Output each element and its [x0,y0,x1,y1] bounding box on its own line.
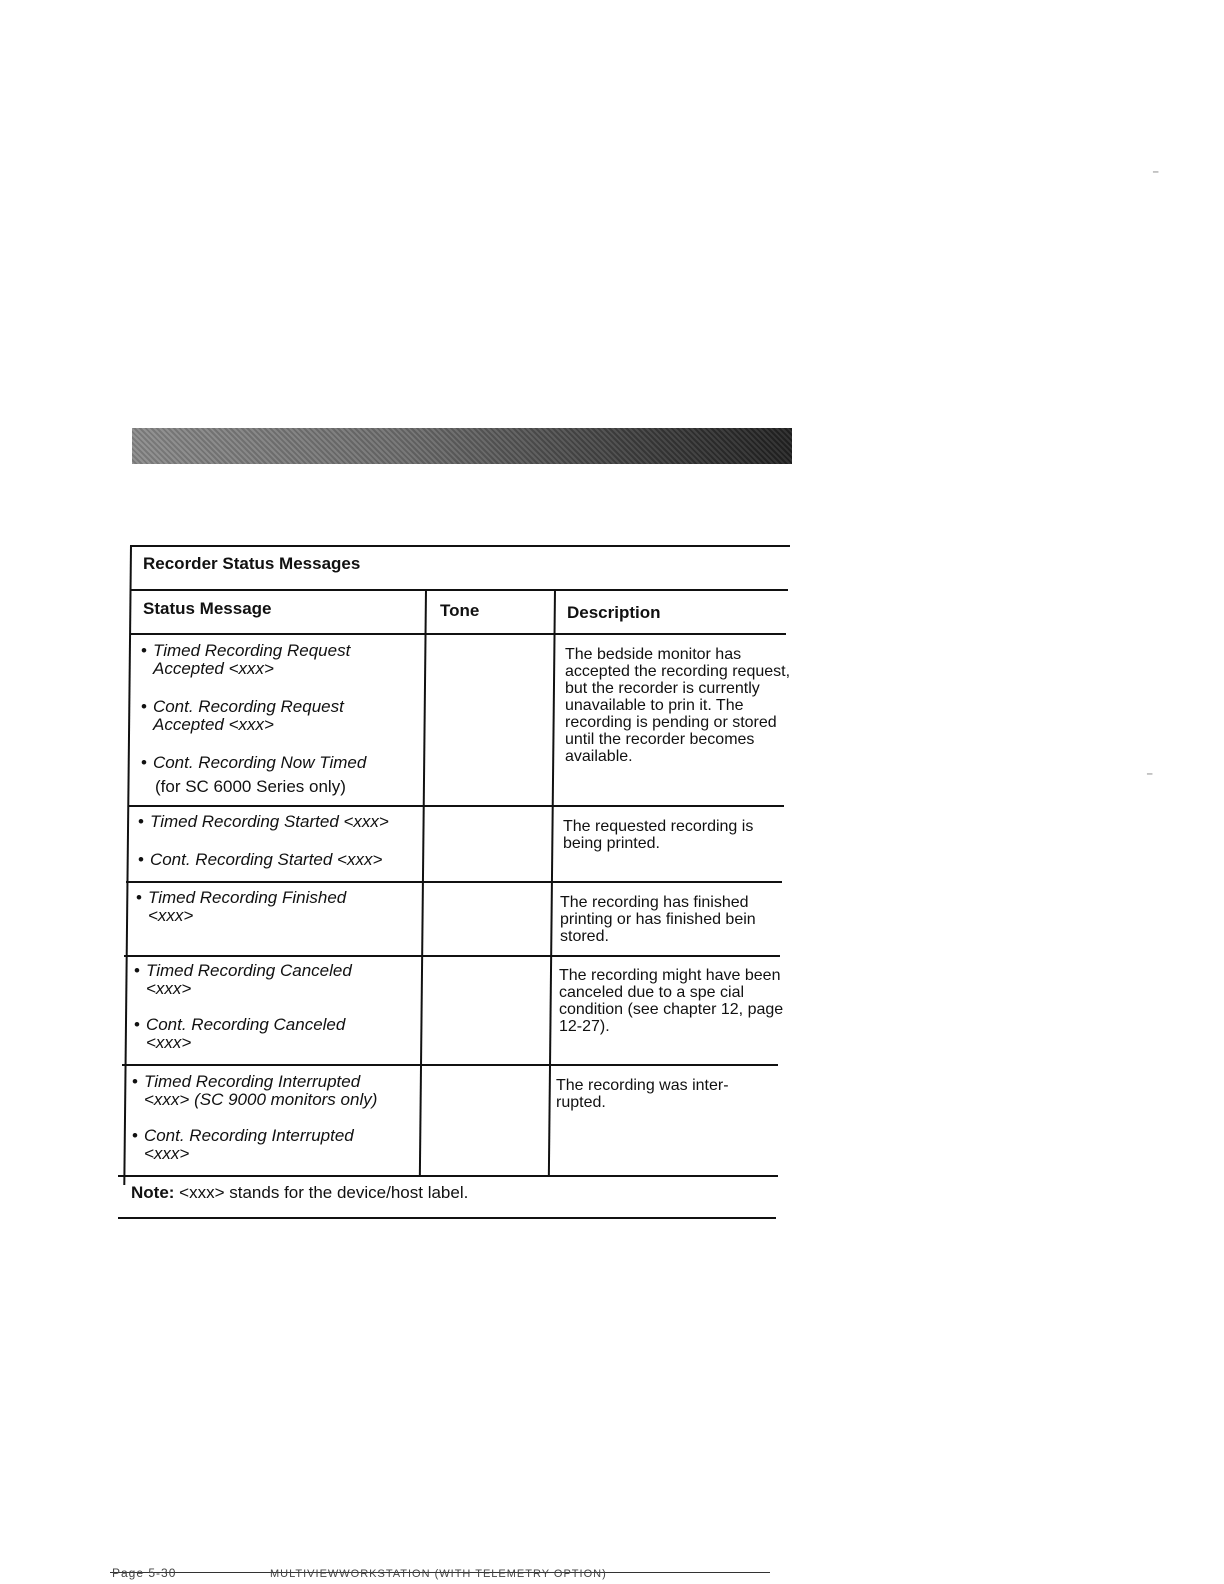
status-note: (for SC 6000 Series only) [155,777,346,796]
row-4-status [134,962,352,1072]
status-item: • Timed Recording Interrupted <xxx> (SC 9000 monitors only) [132,1072,378,1109]
scan-mark: ⁻ [1146,768,1154,784]
status-item: • Timed Recording Canceled <xxx> [134,961,352,998]
header-tone: Tone [440,601,480,620]
status-item: • Cont. Recording Request Accepted <xxx> [141,697,344,734]
row-5-description: The recording was inter- rupted. [556,1077,729,1111]
row-2-description: The requested recording is being printed. [563,818,754,852]
row-1-description: The bedside monitor has accepted the recording request, but the recorder is currently unavailable to prin it. The recording is pending or stored until the recorder becomes available. [565,646,791,765]
status-item: • Timed Recording Request Accepted <xxx> [141,641,351,678]
row-5-status [132,1073,377,1183]
header-status-message: Status Message [143,599,272,618]
status-item: • Cont. Recording Canceled <xxx> [134,1015,346,1052]
row-4-description: The recording might have been canceled due to a spe cial condition (see chapter 12, page 12-27). [559,967,784,1035]
row3-rule [124,955,780,957]
table-top-rule [130,545,790,547]
footer-page-number: Page 5-30 [112,1566,177,1580]
table-note [131,1183,468,1203]
colhead-rule [130,633,786,635]
note-text: <xxx> stands for the device/host label. [174,1183,469,1202]
section-header-band [132,428,792,464]
table-title: Recorder Status Messages [143,554,361,573]
status-item: • Timed Recording Started <xxx> [138,812,389,831]
row1-rule [128,805,784,807]
status-item: • Cont. Recording Started <xxx> [138,850,383,869]
row-3-status [136,889,346,945]
header-description: Description [567,603,661,622]
status-item: • Timed Recording Finished <xxx> [136,888,347,925]
row-2-status [138,813,389,889]
scan-mark: ⁻ [1152,166,1160,182]
row-3-description: The recording has finished printing or has finished bein stored. [560,894,756,945]
footer-product-title: MULTIVIEWWORKSTATION (WITH TELEMETRY OPTION) [270,1568,607,1580]
header-rule [130,589,788,591]
row-1-status [141,642,366,796]
status-item: • Cont. Recording Interrupted <xxx> [132,1126,354,1163]
note-label: Note: [131,1183,175,1202]
table-left-rule [123,545,132,1185]
table-bottom-rule [118,1217,776,1219]
status-item: • Cont. Recording Now Timed [141,753,367,772]
